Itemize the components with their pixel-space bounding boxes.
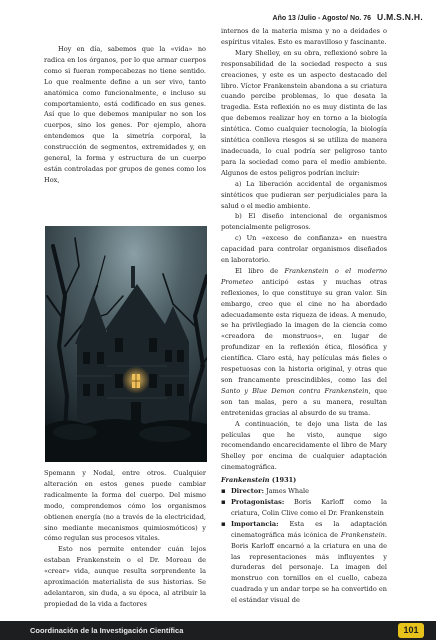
issue-info: Año 13 /Julio - Agosto/ No. 76	[272, 15, 372, 22]
detail-value: James Whale	[264, 487, 309, 496]
detail-key: Director:	[231, 487, 265, 496]
footer-label: Coordinación de la Investigación Científica	[30, 626, 184, 635]
paragraph: Spemann y Nodal, entre otros. Cualquier alteración en estos genes puede cambiar radicalmente la forma del cuerpo. Del mismo modo, comprendemos cómo los organismos obtienen energía (no a través de la electricidad, sino mediante mecanismos quimiosmóticos) y cómo regulan sus procesos vitales.	[44, 469, 206, 543]
film-heading	[221, 475, 387, 486]
mansion-image	[45, 226, 207, 462]
paragraph: Hoy en día, sabemos que la «vida» no radica en los órganos, por lo que armar cuerpos como si fueran rompecabezas no tiene sentido. Lo que realmente define a un ser vivo, tanto anatómica como funcionalmente, e incluso su comportamiento, está codificado en sus genes. Así que lo que debemos manipular no son los cuerpos, sino los genes. Por ejemplo, ahora entendemos que la simetría corporal, la construcción de segmentos, extremidades y, en general, la forma y estructura de un cuerpo están controladas por grupos de genes como los Hox,	[44, 45, 206, 184]
page-number: 101	[398, 623, 424, 638]
detail-value: Esta es la adaptación cinematográfica más icónica de	[231, 519, 387, 539]
detail-italic: Frankenstein	[340, 530, 385, 539]
right-column	[221, 26, 387, 606]
paragraph: Mary Shelley, en su obra, reflexionó sobre la responsabilidad de la sociedad respecto a sus creaciones, y este es un aspecto destacado del libro. Víctor Frankenstein abandona a su criatura cuando percibe problemas, lo que desata la tragedia. Esta reflexión no es muy distinta de las que debemos realizar hoy en torno a la biología sintética. Como cualquier tecnología, la biología sintética conlleva riesgos si se utiliza de manera inadecuada, lo cual podría ser peligroso tanto para la sociedad como para el medio ambiente. Algunos de estos peligros podrían incluir:	[221, 48, 387, 177]
detail-key: Protagonistas:	[231, 497, 285, 506]
risk-item-a: a) La liberación accidental de organismos sintéticos que pudieran ser perjudiciales para la salud o el medio ambiente.	[221, 179, 387, 210]
text-span: El libro de	[235, 266, 285, 275]
detail-value: . Boris Karloff encarnó a la criatura en una de las representaciones más influyentes y duraderas del personaje. La imagen del monstruo con tornillos en el cuello, cabeza cuadrada y un andar torpe se ha convertido en el estándar visual de	[231, 530, 387, 605]
film-year: (1931)	[269, 476, 297, 485]
film-reference: Santo y Blue Demon contra Frankenstein	[221, 386, 369, 395]
paragraph: A continuación, te dejo una lista de las películas que he visto, aunque sigo recomendando encarecidamente el libro de Mary Shelley por encima de cualquier adaptación cinematográfica.	[221, 419, 387, 472]
list-item	[221, 486, 387, 497]
risk-item-c: c) Un «exceso de confianza» en nuestra capacidad para controlar organismos diseñados en laboratorio.	[221, 234, 387, 265]
text-span: anticipó estas y muchas otras reflexiones, lo que constituye su gran valor. Sin embargo, creo que el cine no ha abordado adecuadamente esta riqueza de ideas. A menudo, se ha privilegiado la imagen de la ciencia como «creadora de monstruos», en lugar de profundizar en la reflexión ética, filosófica y científica. Claro está, hay películas más fieles o respetuosas con la historia original, y otras que son francamente prescindibles, como las del	[221, 277, 387, 384]
paragraph: Esto nos permite entender cuán lejos estaban Frankenstein o el Dr. Moreau de «crear» vida, aunque resulta sorprendente la aproximación materialista de sus historias. Se adelantaron, sin duda, a su época, al atribuir la propiedad de la vida a factores	[44, 545, 206, 608]
list-item	[221, 497, 387, 519]
paragraph	[221, 266, 387, 419]
page-footer	[0, 621, 436, 640]
risk-item-b: b) El diseño intencional de organismos potencialmente peligrosos.	[221, 212, 387, 232]
book-title: Frankenstein o el moderno Prometeo	[221, 266, 387, 286]
left-column-top	[44, 44, 206, 186]
detail-value: Boris Karloff como la criatura, Colin Clive como el Dr. Frankenstein	[231, 497, 387, 517]
text-span: , que son tan malas, pero a su manera, resultan entretenidas gracias al absurdo de su trama.	[221, 386, 388, 417]
film-details-list	[221, 486, 387, 606]
film-title: Frankenstein	[221, 476, 270, 485]
list-item	[221, 519, 387, 606]
haunted-mansion-illustration	[45, 226, 207, 462]
page-header	[273, 12, 423, 22]
paragraph: internos de la materia misma y no a deidades o espíritus vitales. Esto es maravilloso y fascinante.	[221, 27, 387, 46]
detail-key: Importancia:	[231, 519, 279, 528]
left-column-bottom	[44, 468, 206, 610]
institution-name: U.M.S.N.H.	[377, 12, 423, 22]
